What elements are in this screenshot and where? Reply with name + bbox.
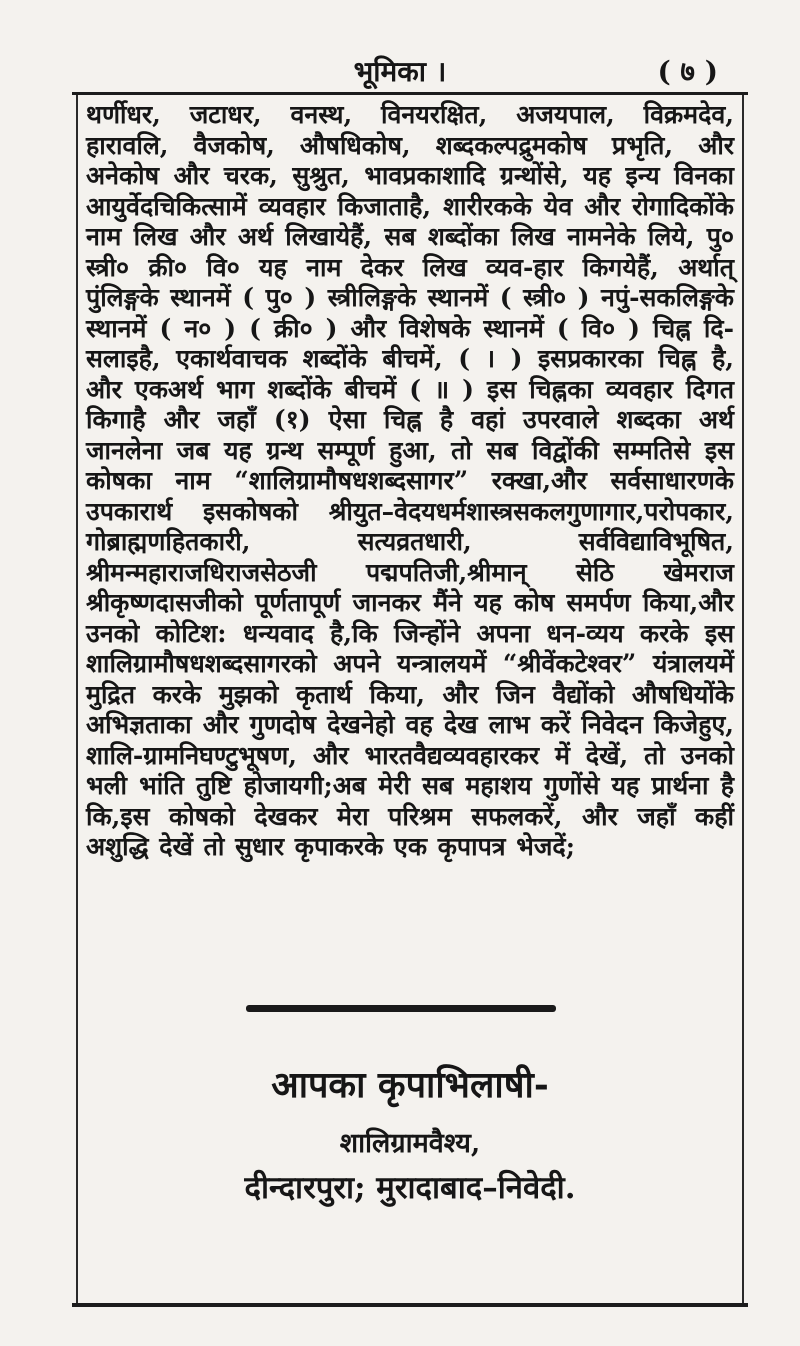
signature-place: दीन्दारपुरा; मुरादाबाद–निवेदी. — [244, 1170, 576, 1206]
running-title: भूमिका । — [353, 55, 447, 88]
body-paragraph: थर्णीधर, जटाधर, वनस्थ, विनयरक्षित, अजयपाल, विक्रमदेव, हारावलि, वैजकोष, औषधिकोष, शब्दकल्पद्रुमकोष प्रभृति, और अनेकोष और चरक, सुश्रुत, भावप्रकाशादि ग्रन्थोंसे, यह इन्य विनका आयुर्वेदचिकित्सामें व्यवहार किजाताहै, शारीरकके येव और रोगादिकोंके नाम लिख और अर्थ लिखायेहैं, सब शब्दोंका लिख नामनेके लिये, पु० स्त्री० क्री० वि० यह नाम देकर लिख व्यव-हार किगयेहैं, अर्थात् पुंलिङ्गके स्थानमें ( पु० ) स्त्रीलिङ्गके स्थानमें ( स्त्री० ) नपुं-सकलिङ्गके स्थानमें ( न० ) ( क्री० ) और विशेषके स्थानमें ( वि० ) चिह्न दि-सलाइहै, एकार्थवाचक शब्दोंके बीचमें, ( । ) इसप्रकारका चिह्न है, और एकअर्थ भाग शब्दोंके बीचमें ( ॥ ) इस चिह्नका व्यवहार दिगत किगाहै और जहाँ (१) ऐसा चिह्न है वहां उपरवाले शब्दका अर्थ जानलेना जब यह ग्रन्थ सम्पूर्ण हुआ, तो सब विद्वोंकी सम्मतिसे इस कोषका नाम “शालिग्रामौषधशब्दसागर” रक्खा,और सर्वसाधारणके उपकारार्थ इसकोषको श्रीयुत–वेदयधर्मशास्त्रसकलगुणागार,परोपकार, गोब्राह्मणहितकारी, सत्यव्रतधारी, सर्वविद्याविभूषित, श्रीमन्महाराजधिराजसेठजी पद्मपतिजी,श्रीमान् सेठि खेमराज श्रीकृष्णदासजीको पूर्णतापूर्ण जानकर मैंने यह कोष समर्पण किया,और उनको कोटिश: धन्यवाद है,कि जिन्होंने अपना धन-व्यय करके इस शालिग्रामौषधशब्दसागरको अपने यन्त्रालयमें “श्रीवेंकटेश्वर” यंत्रालयमें मुद्रित करके मुझको कृतार्थ किया, और जिन वैद्योंको औषधियोंके अभिज्ञताका और गुणदोष देखनेहो वह देख लाभ करें निवेदन किजेहुए, शालि-ग्रामनिघण्टुभूषण, और भारतवैद्यव्यवहारकर में देखें, तो उनको भली भांति तुष्टि होजायगी;अब मेरी सब महाशय गुणोंसे यह प्रार्थना है कि,इस कोषको देखकर मेरा परिश्रम सफलकरें, और जहाँ कहीं अशुद्धि देखें तो सुधार कृपाकरके एक कृपापत्र भेजदें; — [86, 100, 734, 861]
signature-name: शालिग्रामवैश्य, — [339, 1128, 481, 1159]
top-rule — [72, 92, 748, 95]
page-number: ( ७ ) — [657, 55, 718, 88]
right-frame-line — [742, 95, 744, 1305]
bottom-rule — [72, 1303, 748, 1307]
section-divider — [246, 1005, 556, 1012]
left-frame-line — [76, 95, 78, 1305]
page-header — [0, 52, 800, 92]
signature-closing: आपका कृपाभिलाषी- — [271, 1064, 549, 1106]
